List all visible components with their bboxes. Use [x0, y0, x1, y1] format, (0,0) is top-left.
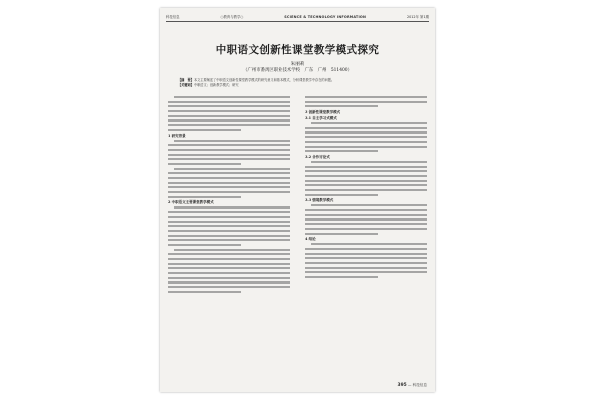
section-heading-3-3: 3.3 情境教学模式 [305, 198, 334, 203]
keywords-text: 中职语文；创新教学模式；研究 [193, 82, 239, 87]
page-footer [398, 383, 427, 388]
header-journal-cn: 科技信息 [166, 15, 180, 19]
article-title: 中职语文创新性课堂教学模式探究 [215, 44, 380, 56]
section-heading-4: 4 结论 [305, 237, 316, 242]
section-heading-3: 3 创新性课堂教学模式 [305, 110, 341, 115]
article-affiliation: （广州市番禺区职业技术学校 广东 广州 511400） [243, 68, 352, 73]
header-issue: 2012年 第1期 [406, 15, 429, 19]
keywords-label: 【关键词】 [178, 82, 194, 87]
keywords-line [178, 83, 417, 88]
header-journal-en: SCIENCE & TECHNOLOGY INFORMATION [284, 14, 367, 19]
header-section: ○教育与教学○ [220, 15, 244, 19]
journal-page [160, 8, 435, 392]
footer-label: — 科技信息 [407, 383, 427, 387]
section-heading-2: 2 中职语文主要课堂教学模式 [168, 200, 214, 205]
abstract-label: 【摘 要】 [178, 78, 194, 82]
left-column [168, 96, 290, 378]
abstract-text: 本文主要阐述了中职语文创新性课堂教学模式的研究意义和基本模式，分析课堂教学中存在的问题。 [193, 78, 335, 82]
page-number: 395 [397, 383, 407, 388]
section-heading-3-1: 3.1 自主学习式模式 [305, 116, 337, 121]
abstract-block [178, 78, 417, 88]
section-heading-1: 1 研究背景 [168, 133, 186, 138]
right-column [305, 96, 427, 378]
article-author: 朱丽莉 [290, 62, 305, 67]
section-heading-3-2: 3.2 合作讨论式 [305, 154, 330, 159]
page-header [166, 12, 429, 22]
